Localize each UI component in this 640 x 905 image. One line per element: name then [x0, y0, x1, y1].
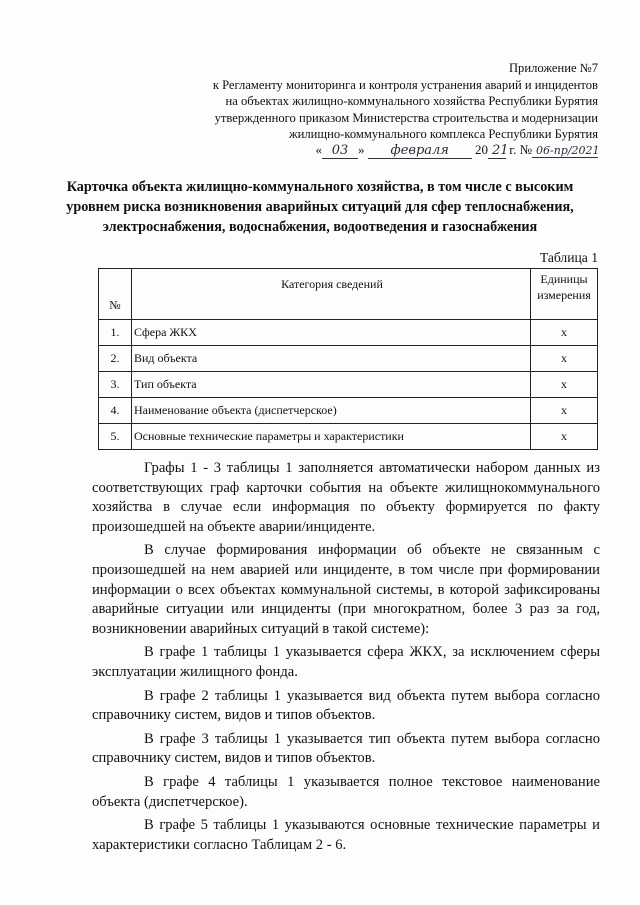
table-row — [99, 372, 598, 398]
row-category: Сфера ЖКХ — [132, 320, 531, 346]
header-category: Категория сведений — [132, 269, 531, 320]
row-unit: х — [531, 346, 598, 372]
order-date-line — [315, 142, 598, 159]
table-row — [99, 424, 598, 450]
body-text — [92, 459, 600, 859]
open-quote: « — [315, 142, 322, 157]
close-quote: » — [357, 142, 365, 157]
paragraph: В графе 2 таблицы 1 указывается вид объекта путем выбора согласно справочнику систем, видов и типов объектов. — [92, 687, 600, 724]
paragraph: В случае формирования информации об объекте не связанным с произошедшей на нем аварией или инциденте, в том числе при формировании информации о всех объектах коммунальной системы, в которой зафиксированы аварийные ситуации или инциденты (при многократном, более 3 раз за год, возникновении аварийных ситуаций в такой системе): — [92, 542, 600, 637]
header-num: № — [99, 269, 132, 320]
row-num: 3. — [99, 372, 132, 398]
table-row — [99, 320, 598, 346]
row-category: Основные технические параметры и характеристики — [132, 424, 531, 450]
row-category: Наименование объекта (диспетчерское) — [132, 398, 531, 424]
handwritten-year: 21 — [488, 143, 506, 159]
row-unit: х — [531, 320, 598, 346]
handwritten-month: февраля — [368, 143, 472, 159]
paragraph: В графе 1 таблицы 1 указывается сфера ЖКХ, за исключением сферы эксплуатации жилищного фонда. — [92, 644, 600, 680]
row-num: 1. — [99, 320, 132, 346]
appendix-line: к Регламенту мониторинга и контроля устранения аварий и инцидентов — [212, 77, 598, 92]
row-unit: х — [531, 424, 598, 450]
paragraph: В графе 3 таблицы 1 указывается тип объекта путем выбора согласно справочнику систем, видов и типов объектов. — [92, 730, 600, 767]
appendix-line: на объектах жилищно-коммунального хозяйства Республики Бурятия — [225, 94, 598, 109]
paragraph: В графе 4 таблицы 1 указывается полное текстовое наименование объекта (диспетчерское). — [92, 773, 600, 810]
row-unit: х — [531, 398, 598, 424]
table-row — [99, 346, 598, 372]
number-label: № — [519, 142, 532, 157]
header-unit: Единицы измерения — [531, 269, 598, 320]
paragraph: В графе 5 таблицы 1 указываются основные технические параметры и характеристики согласно Таблицам 2 - 6. — [92, 817, 600, 853]
row-category: Тип объекта — [132, 372, 531, 398]
table-label: Таблица 1 — [539, 250, 598, 265]
row-unit: х — [531, 372, 598, 398]
document-title: Карточка объекта жилищно-коммунального хозяйства, в том числе с высоким уровнем риска возникновения аварийных ситуаций для сфер теплоснабжения, электроснабжения, водоснабжения, водоотведения и газоснабжения — [66, 179, 574, 235]
row-num: 4. — [99, 398, 132, 424]
appendix-header — [118, 60, 598, 143]
row-num: 2. — [99, 346, 132, 372]
table-row — [99, 398, 598, 424]
handwritten-day: 03 — [322, 143, 358, 159]
handwritten-order-number: 06-пр/2021 — [532, 144, 598, 158]
year-prefix: 20 — [474, 142, 488, 157]
row-category: Вид объекта — [132, 346, 531, 372]
appendix-line: утвержденного приказом Министерства строительства и модернизации — [214, 110, 598, 125]
paragraph: Графы 1 - 3 таблицы 1 заполняется автоматически набором данных из соответствующих граф карточки события на объекте жилищнокоммунального хозяйства в случае если информация по объекту формируется по факту произошедшей на объекте аварии/инциденте. — [92, 460, 600, 535]
appendix-line: жилищно-коммунального комплекса Республики Бурятия — [288, 127, 598, 142]
appendix-line: Приложение №7 — [508, 61, 598, 75]
year-word: г. — [509, 142, 517, 157]
info-table — [98, 268, 598, 450]
row-num: 5. — [99, 424, 132, 450]
table-header-row — [99, 269, 598, 320]
